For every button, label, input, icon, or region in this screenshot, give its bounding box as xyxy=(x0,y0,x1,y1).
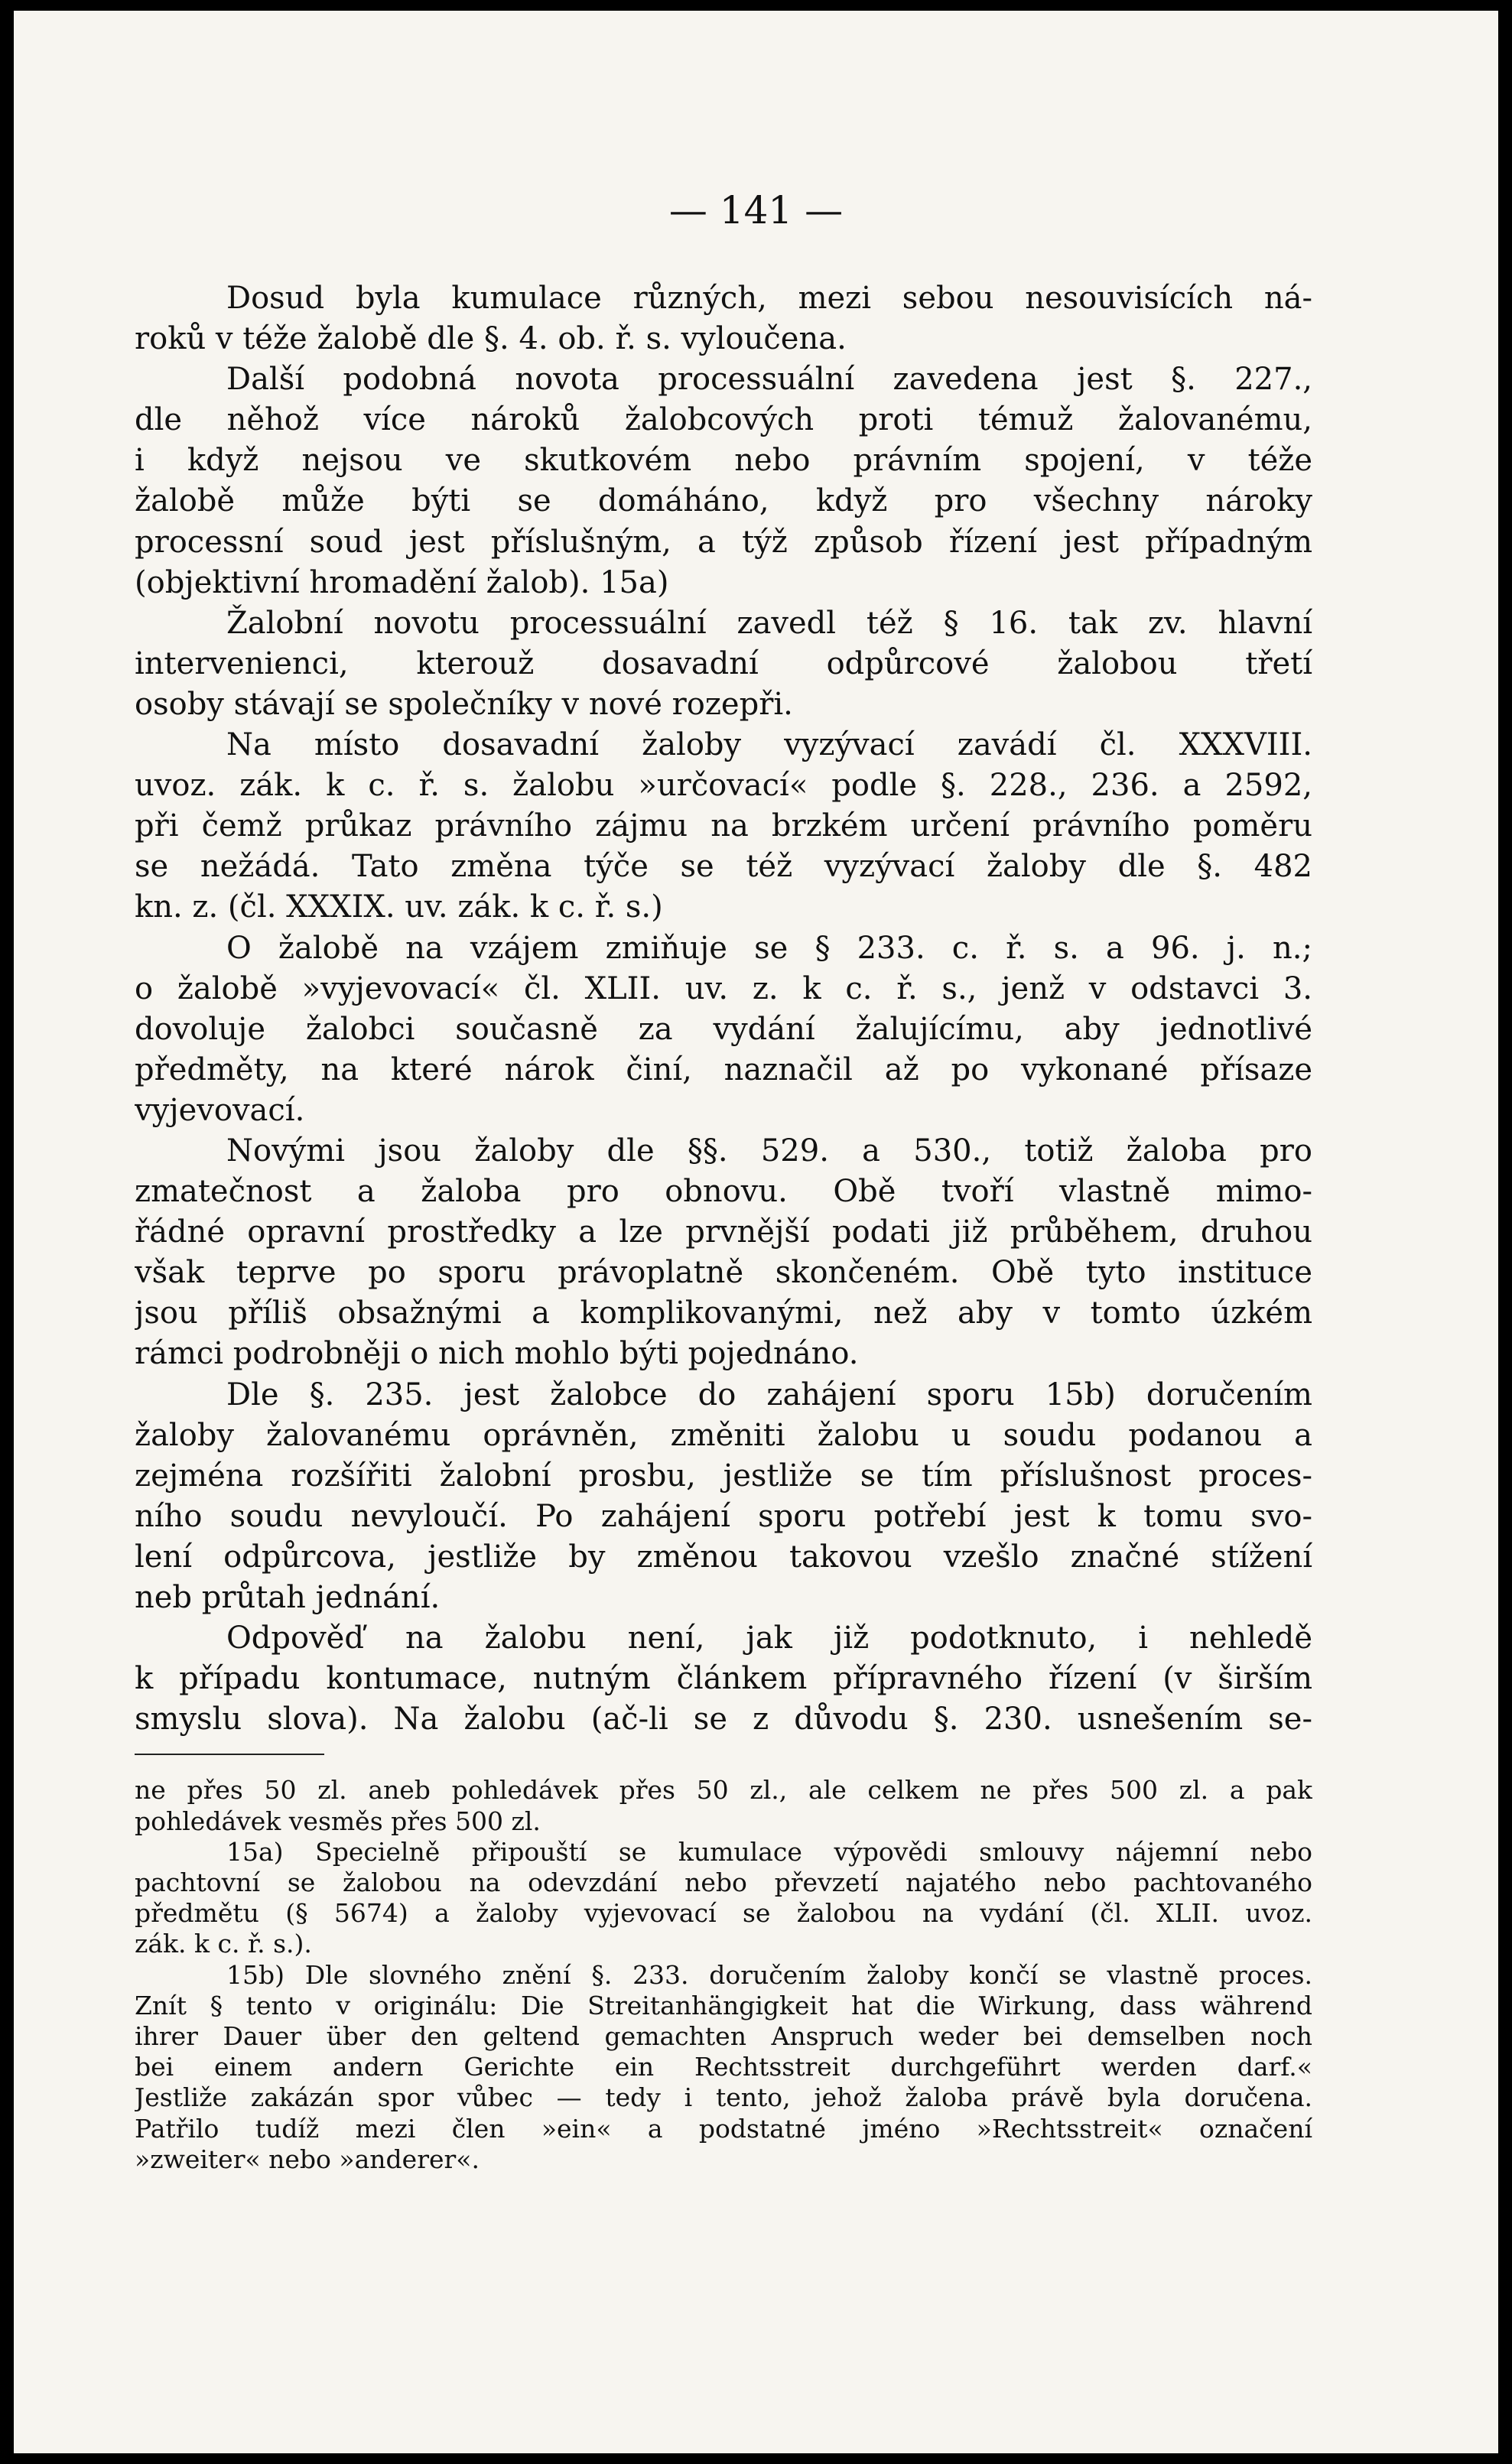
footnote-line: bei einem andern Gerichte ein Rechtsstreit durchgeführt werden darf.« xyxy=(135,2052,1312,2082)
text-line: osoby stávají se společníky v nové rozepři. xyxy=(135,686,793,722)
footnote-line: zák. k c. ř. s.). xyxy=(135,1929,312,1959)
footnote-line: Znít § tento v originálu: Die Streitanhängigkeit hat die Wirkung, dass während xyxy=(135,1990,1312,2020)
text-line: předměty, na které nárok činí, naznačil až po vykonané přísaze xyxy=(135,1052,1312,1087)
footnote-line: pohledávek vesměs přes 500 zl. xyxy=(135,1806,541,1836)
text-line: (objektivní hromadění žalob). 15a) xyxy=(135,564,669,600)
text-line: kn. z. (čl. XXXIX. uv. zák. k c. ř. s.) xyxy=(135,889,663,925)
main-text xyxy=(135,278,1312,1740)
text-line: Odpověď na žalobu není, jak již podotknuto, i nehledě xyxy=(226,1620,1312,1656)
text-line: O žalobě na vzájem zmiňuje se § 233. c. ř. s. a 96. j. n.; xyxy=(226,930,1312,966)
text-line: vyjevovací. xyxy=(135,1092,305,1128)
page-number: — 141 — xyxy=(668,188,844,232)
text-line: Na místo dosavadní žaloby vyzývací zavádí čl. XXXVIII. xyxy=(226,727,1312,763)
text-line: řádné opravní prostředky a lze prvnější podati již průběhem, druhou xyxy=(135,1214,1312,1250)
text-line: uvoz. zák. k c. ř. s. žalobu »určovací« podle §. 228., 236. a 2592, xyxy=(135,768,1312,804)
text-line: zmatečnost a žaloba pro obnovu. Obě tvoří vlastně mimo- xyxy=(135,1174,1312,1210)
footnote-line: Patřilo tudíž mezi člen »ein« a podstatné jméno »Rechtsstreit« označení xyxy=(135,2113,1312,2144)
text-line: k případu kontumace, nutným článkem přípravného řízení (v širším xyxy=(135,1661,1312,1697)
text-line: dovoluje žalobci současně za vydání žalujícímu, aby jednotlivé xyxy=(135,1011,1312,1047)
text-line: intervenienci, kterouž dosavadní odpůrcové žalobou třetí xyxy=(135,645,1312,681)
book-page xyxy=(14,11,1498,2453)
footnote-line: pachtovní se žalobou na odevzdání nebo převzetí najatého nebo pachtovaného xyxy=(135,1867,1312,1897)
footnotes xyxy=(135,1775,1312,2175)
text-line: smyslu slova). Na žalobu (ač-li se z důvodu §. 230. usnešením se- xyxy=(135,1702,1312,1737)
text-line: Novými jsou žaloby dle §§. 529. a 530., totiž žaloba pro xyxy=(226,1133,1312,1169)
text-line: roků v téže žalobě dle §. 4. ob. ř. s. vyloučena. xyxy=(135,321,847,357)
text-line: lení odpůrcova, jestliže by změnou takovou vzešlo značné stížení xyxy=(135,1539,1312,1575)
text-line: žaloby žalovanému oprávněn, změniti žalobu u soudu podanou a xyxy=(135,1417,1312,1453)
text-line: Další podobná novota processuální zavedena jest §. 227., xyxy=(226,362,1312,398)
text-line: Dosud byla kumulace různých, mezi sebou nesouvisících ná- xyxy=(226,281,1312,316)
text-line: o žalobě »vyjevovací« čl. XLII. uv. z. k c. ř. s., jenž v odstavci 3. xyxy=(135,970,1312,1006)
text-line: žalobě může býti se domáháno, když pro všechny nároky xyxy=(135,483,1312,519)
footnote-line: ne přes 50 zl. aneb pohledávek přes 50 zl., ale celkem ne přes 500 zl. a pak xyxy=(135,1775,1312,1806)
text-line: processní soud jest příslušným, a týž způsob řízení jest případným xyxy=(135,524,1312,560)
text-line: jsou příliš obsažnými a komplikovanými, než aby v tomto úzkém xyxy=(135,1295,1312,1331)
footnote-line: předmětu (§ 5674) a žaloby vyjevovací se žalobou na vydání (čl. XLII. uvoz. xyxy=(135,1898,1312,1929)
footnote-separator xyxy=(135,1754,324,1755)
text-line: Žalobní novotu processuální zavedl též § 16. tak zv. hlavní xyxy=(226,605,1312,641)
footnote-line: Jestliže zakázán spor vůbec — tedy i tento, jehož žaloba právě byla doručena. xyxy=(135,2082,1312,2113)
footnote-line: 15b) Dle slovného znění §. 233. doručením žaloby končí se vlastně proces. xyxy=(226,1959,1312,1990)
text-line: dle něhož více nároků žalobcových proti témuž žalovanému, xyxy=(135,402,1312,438)
text-line: se nežádá. Tato změna týče se též vyzývací žaloby dle §. 482 xyxy=(135,849,1312,885)
footnote-line: 15a) Specielně připouští se kumulace výpovědi smlouvy nájemní nebo xyxy=(226,1836,1312,1867)
text-line: rámci podrobněji o nich mohlo býti pojednáno. xyxy=(135,1336,859,1372)
text-line: i když nejsou ve skutkovém nebo právním spojení, v téže xyxy=(135,443,1312,479)
text-line: Dle §. 235. jest žalobce do zahájení sporu 15b) doručením xyxy=(226,1377,1312,1412)
text-line: však teprve po sporu právoplatně skončeném. Obě tyto instituce xyxy=(135,1255,1312,1291)
text-line: při čemž průkaz právního zájmu na brzkém určení právního poměru xyxy=(135,808,1312,844)
text-line: neb průtah jednání. xyxy=(135,1580,441,1615)
footnote-line: ihrer Dauer über den geltend gemachten Anspruch weder bei demselben noch xyxy=(135,2021,1312,2051)
text-line: zejména rozšířiti žalobní prosbu, jestliže se tím příslušnost proces- xyxy=(135,1458,1312,1494)
text-line: ního soudu nevyloučí. Po zahájení sporu potřebí jest k tomu svo- xyxy=(135,1498,1312,1534)
footnote-line: »zweiter« nebo »anderer«. xyxy=(135,2144,480,2174)
page-body xyxy=(135,278,1312,2175)
